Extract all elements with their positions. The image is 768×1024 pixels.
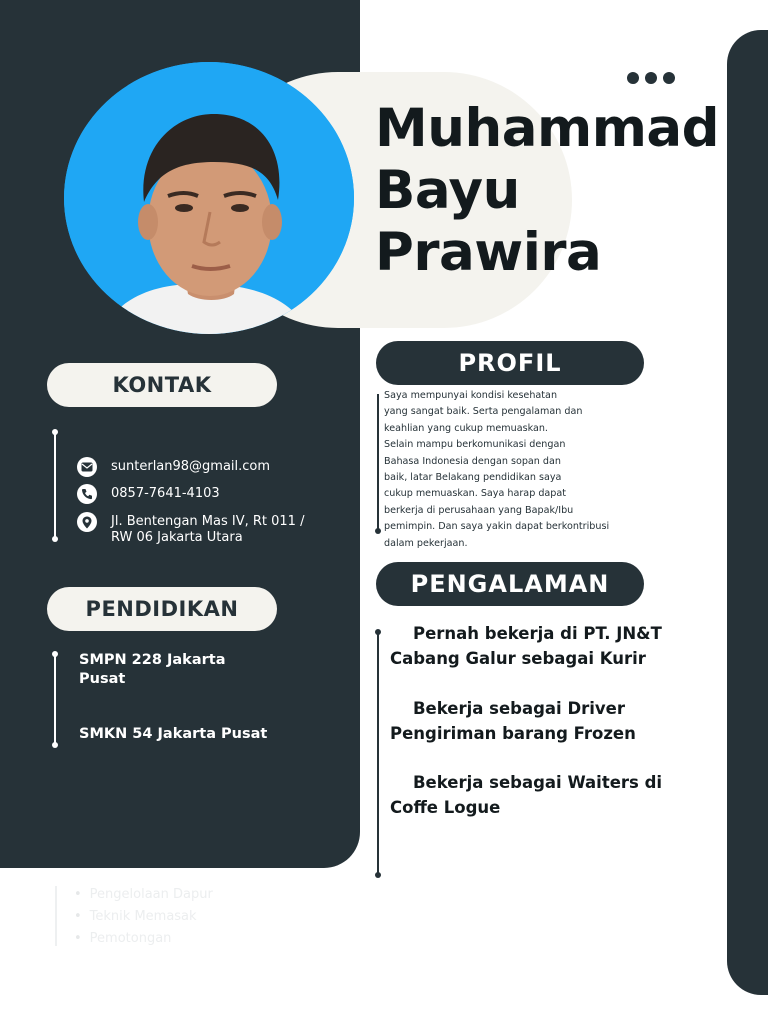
dot [663,72,675,84]
profile-photo [64,62,354,334]
timeline-dot [375,872,381,878]
experience-timeline-line [377,632,379,876]
profile-line: baik, latar Belakang pendidikan saya [384,472,562,484]
contact-email[interactable]: sunterlan98@gmail.com [111,459,271,474]
experience-item [390,621,690,671]
address-line: Jl. Bentengan Mas IV, Rt 011 / [111,514,305,529]
contact-phone-row [77,484,220,504]
education-timeline-line [54,654,56,744]
experience-line: Bekerja sebagai Driver [390,699,626,718]
section-heading-pendidikan: PENDIDIKAN [47,587,277,631]
experience-line: Pernah bekerja di PT. JN&T [390,624,662,643]
timeline-dot [52,536,58,542]
faint-skill-item: • Pengelolaan Dapur [74,884,213,906]
profile-line: cukup memuaskan. Saya harap dapat [384,488,567,500]
faint-timeline-line [55,886,57,946]
faint-skill-list [74,884,213,950]
name-line-last: Prawira [375,222,602,283]
name-line-middle: Bayu [375,160,520,221]
dot [627,72,639,84]
faint-skill-item: • Teknik Memasak [74,906,213,928]
profile-line: Selain mampu berkomunikasi dengan [384,439,566,451]
education-line: SMKN 54 Jakarta Pusat [79,726,268,742]
profile-timeline-line [377,394,379,530]
profile-line: dalam pekerjaan. [384,537,468,549]
education-item [79,725,309,744]
profile-paragraph [384,388,629,552]
portrait-illustration [64,62,354,334]
timeline-dot [375,629,381,635]
address-line: RW 06 Jakarta Utara [111,530,243,545]
experience-line: Pengiriman barang Frozen [390,724,636,743]
right-decorative-bar [727,30,768,995]
contact-email-row [77,457,270,477]
email-icon [77,457,97,477]
timeline-dot [52,651,58,657]
location-pin-icon [77,512,97,532]
education-line: Pusat [79,671,126,687]
experience-item [390,770,690,820]
profile-line: Bahasa Indonesia dengan sopan dan [384,455,561,467]
experience-item [390,696,690,746]
experience-line: Cabang Galur sebagai Kurir [390,649,646,668]
contact-address-row [77,512,304,546]
contact-address [111,512,304,546]
contact-phone[interactable]: 0857-7641-4103 [111,486,220,501]
section-heading-kontak: KONTAK [47,363,277,407]
person-name [375,98,719,284]
experience-line: Coffe Logue [390,798,501,817]
section-heading-pengalaman: PENGALAMAN [376,562,644,606]
timeline-dot [52,429,58,435]
faint-skill-item: • Pemotongan [74,928,213,950]
education-line: SMPN 228 Jakarta [79,652,226,668]
profile-line: berkerja di perusahaan yang Bapak/Ibu [384,504,574,516]
more-dots-icon [627,72,675,84]
dot [645,72,657,84]
profile-line: pemimpin. Dan saya yakin dapat berkontribusi [384,521,610,533]
profile-line: Saya mempunyai kondisi kesehatan [384,390,558,401]
timeline-dot [375,528,381,534]
section-heading-profil: PROFIL [376,341,644,385]
experience-line: Bekerja sebagai Waiters di [390,773,663,792]
phone-icon [77,484,97,504]
contact-timeline-line [54,432,56,538]
education-item [79,651,279,689]
timeline-dot [52,742,58,748]
profile-line: keahlian yang cukup memuaskan. [384,422,548,434]
profile-line: yang sangat baik. Serta pengalaman dan [384,406,583,418]
name-line-first: Muhammad [375,98,720,159]
